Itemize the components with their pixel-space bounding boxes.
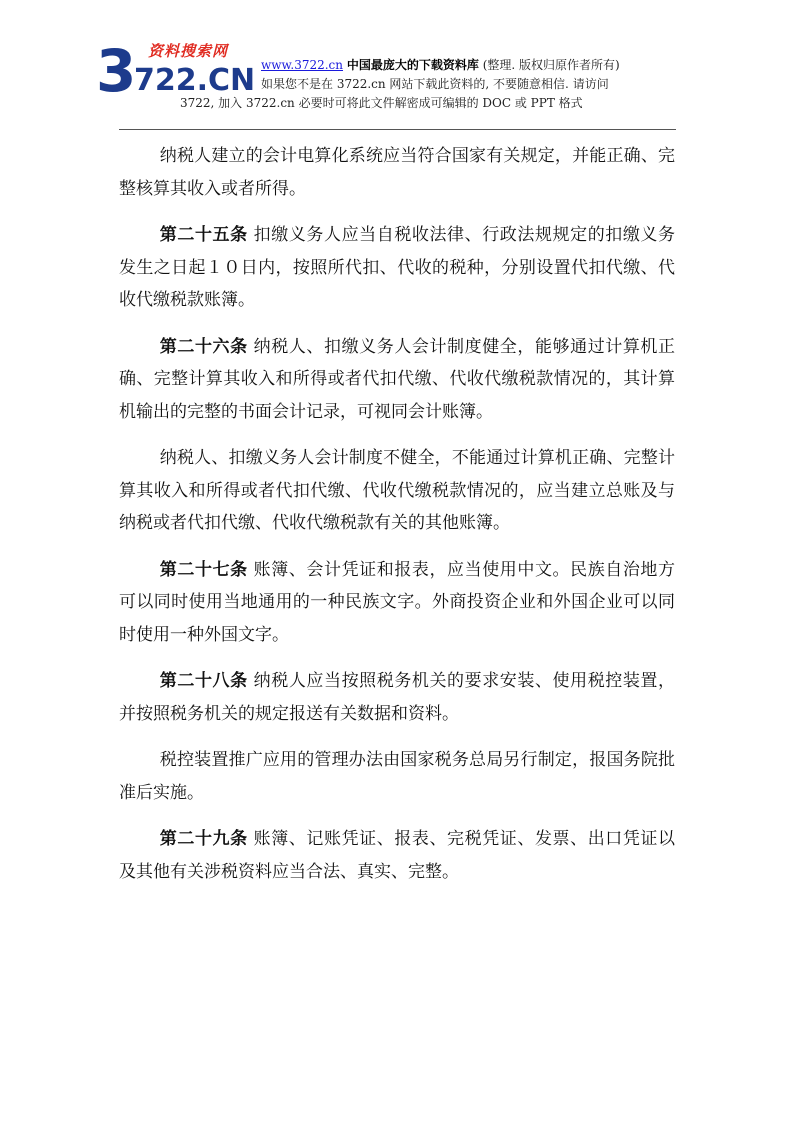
document-body: [119, 140, 675, 902]
paragraph-text: 纳税人、扣缴义务人会计制度不健全，不能通过计算机正确、完整计算其收入和所得或者代扣代缴、代收代缴税款情况的，应当建立总账及与纳税或者代扣代缴、代收代缴税款有关的其他账簿。: [119, 448, 675, 533]
site-link[interactable]: www.3722.cn: [261, 58, 344, 72]
paragraph: [119, 140, 675, 205]
paragraph-text: 扣缴义务人应当自税收法律、行政法规规定的扣缴义务发生之日起１０日内，按照所代扣、代收的税种，分别设置代扣代缴、代收代缴税款账簿。: [119, 225, 676, 310]
paragraph-text: 纳税人、扣缴义务人会计制度健全，能够通过计算机正确、完整计算其收入和所得或者代扣代缴、代收代缴税款情况的，其计算机输出的完整的书面会计记录，可视同会计账簿。: [119, 336, 676, 422]
logo-tagline: 资料搜索网: [148, 42, 229, 60]
page-header: [96, 38, 696, 118]
paragraph: [119, 331, 675, 429]
header-divider: [119, 129, 676, 130]
article-number: 第二十五条: [159, 225, 248, 245]
article-number: 第二十八条: [159, 671, 248, 691]
paragraph: [119, 554, 675, 652]
paragraph: [119, 219, 675, 317]
header-line-3: 3722, 加入 3722.cn 必要时可将此文件解密成可编辑的 DOC 或 PPT 格式: [180, 96, 583, 110]
paragraph-text: 纳税人建立的会计电算化系统应当符合国家有关规定，并能正确、完整核算其收入或者所得。: [119, 146, 675, 199]
paragraph-text: 纳税人应当按照税务机关的要求安装、使用税控装置，并按照税务机关的规定报送有关数据和资料。: [119, 671, 676, 724]
site-description: 中国最庞大的下载资料库: [346, 58, 479, 72]
rights-note: (整理. 版权归原作者所有): [482, 58, 620, 72]
paragraph-text: 账簿、会计凭证和报表，应当使用中文。民族自治地方可以同时使用当地通用的一种民族文字。外商投资企业和外国企业可以同时使用一种外国文字。: [119, 559, 676, 645]
paragraph-text: 账簿、记账凭证、报表、完税凭证、发票、出口凭证以及其他有关涉税资料应当合法、真实、完整。: [119, 829, 676, 882]
logo-digit: 3: [96, 37, 137, 105]
paragraph: [119, 823, 675, 888]
paragraph-text: 税控装置推广应用的管理办法由国家税务总局另行制定，报国务院批准后实施。: [119, 750, 675, 803]
paragraph: [119, 744, 675, 809]
header-line-2: 如果您不是在 3722.cn 网站下载此资料的, 不要随意相信. 请访问: [261, 77, 609, 91]
paragraph: [119, 665, 675, 730]
article-number: 第二十七条: [159, 559, 248, 580]
article-number: 第二十九条: [159, 829, 248, 849]
header-notice: [261, 56, 620, 94]
logo-domain: 722.CN: [134, 63, 256, 98]
article-number: 第二十六条: [159, 336, 248, 357]
paragraph: [119, 442, 675, 540]
